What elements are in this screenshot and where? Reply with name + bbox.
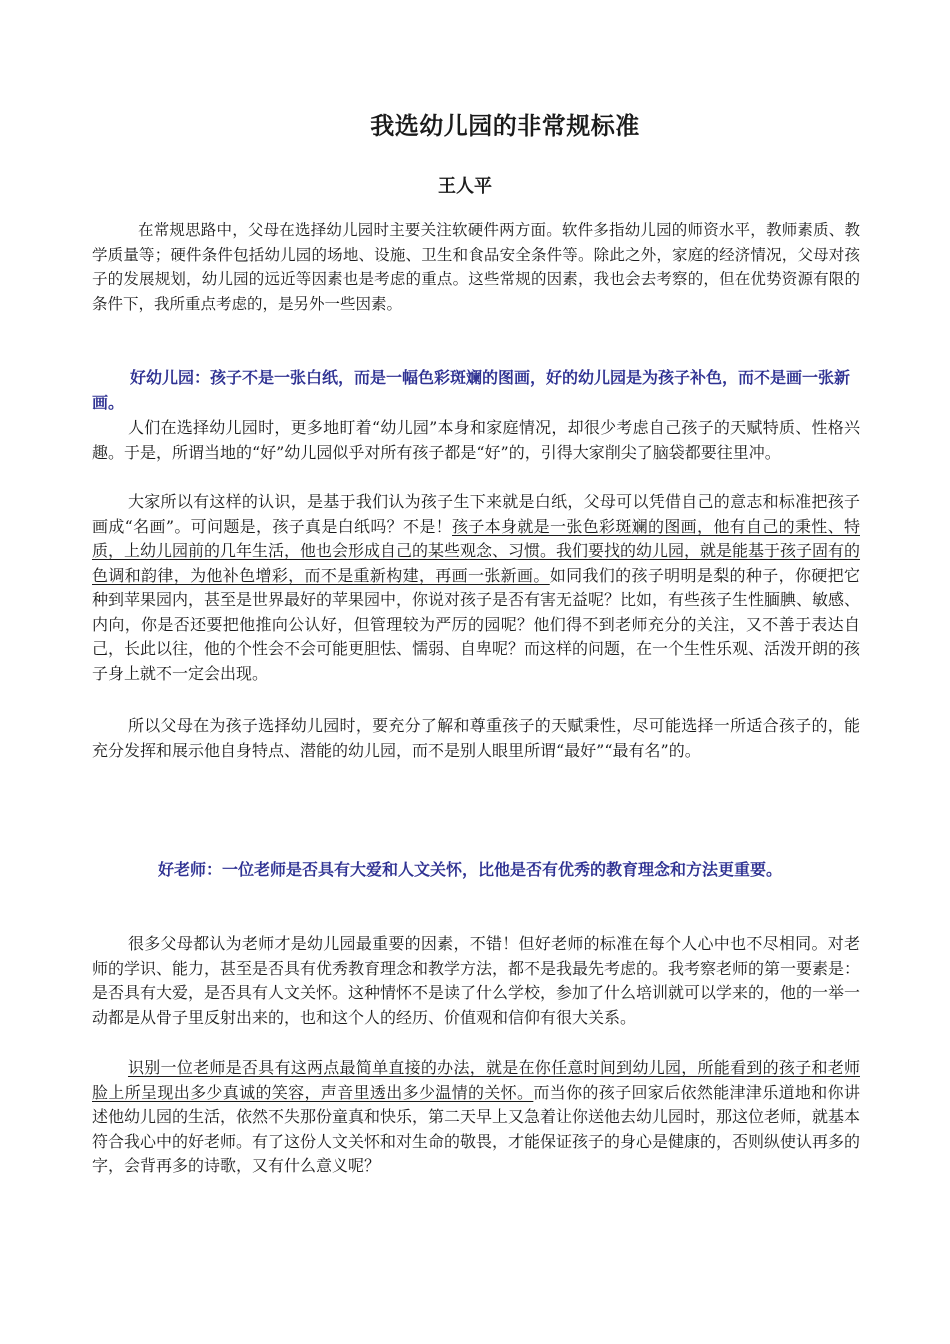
section1-heading: 好幼儿园：孩子不是一张白纸，而是一幅色彩斑斓的图画，好的幼儿园是为孩子补色，而不是画一张新画。 bbox=[92, 368, 851, 412]
document-author: 王人平 bbox=[438, 176, 492, 197]
section2-paragraph-2-end: 而当你的孩子回家后依然能津津乐道地和你讲述他幼儿园的生活，依然不失那份童真和快乐，第二天早上又急着让你送他去幼儿园时，那这位老师，就基本符合我心中的好老师。有了这份人文关怀和对生命的敬畏，才能保证孩子的身心是健康的，否则纵使认再多的字，会背再多的诗歌，又有什么意义呢？ bbox=[92, 1082, 861, 1175]
section1-paragraph-3: 所以父母在为孩子选择幼儿园时，要充分了解和尊重孩子的天赋秉性，尽可能选择一所适合孩子的，能充分发挥和展示他自身特点、潜能的幼儿园，而不是别人眼里所谓“最好”“最有名”的。 bbox=[92, 716, 860, 760]
section1-paragraph-1: 人们在选择幼儿园时，更多地盯着“幼儿园”本身和家庭情况，却很少考虑自己孩子的天赋特质、性格兴趣。于是，所谓当地的“好”幼儿园似乎对所有孩子都是“好”的，引得大家削尖了脑袋都要往里冲。 bbox=[92, 418, 860, 462]
section2-heading: 好老师：一位老师是否具有大爱和人文关怀，比他是否有优秀的教育理念和方法更重要。 bbox=[158, 860, 783, 879]
section1-paragraph-2 bbox=[92, 490, 860, 686]
intro-paragraph: 在常规思路中，父母在选择幼儿园时主要关注软硬件两方面。软件多指幼儿园的师资水平，教师素质、教学质量等；硬件条件包括幼儿园的场地、设施、卫生和食品安全条件等。除此之外，家庭的经济情况，父母对孩子的发展规划，幼儿园的远近等因素也是考虑的重点。这些常规的因素，我也会去考察的，但在优势资源有限的条件下，我所重点考虑的，是另外一些因素。 bbox=[92, 221, 860, 313]
section1-paragraph-2-underlined: 孩子本身就是一张色彩斑斓的图画，他有自己的秉性、特质，上幼儿园前的几年生活，他也会形成自己的某些观念、习惯。我们要找的幼儿园，就是能基于孩子固有的色调和韵律，为他补色增彩，而不是重新构建，再画一张新画。 bbox=[92, 516, 861, 585]
section1-paragraph-2-start: 大家所以有这样的认识，是基于我们认为孩子生下来就是白纸，父母可以凭借自己的意志和标准把孩子画成“名画”。可问题是，孩子真是白纸吗？不是！ bbox=[92, 492, 860, 536]
section2-paragraph-2-underlined: 识别一位老师是否具有这两点最简单直接的办法，就是在你任意时间到幼儿园，所能看到的孩子和老师脸上所呈现出多少真诚的笑容，声音里透出多少温情的关怀。 bbox=[92, 1058, 860, 1102]
section1-paragraph-2-end: 如同我们的孩子明明是梨的种子，你硬把它种到苹果园内，甚至是世界最好的苹果园中，你说对孩子是否有害无益呢？比如，有些孩子生性腼腆、敏感、内向，你是否还要把他推向公认好，但管理较为严厉的园呢？他们得不到老师充分的关注，又不善于表达自己，长此以往，他的个性会不会可能更胆怯、懦弱、自卑呢？而这样的问题，在一个生性乐观、活泼开朗的孩子身上就不一定会出现。 bbox=[92, 565, 861, 683]
document-title: 我选幼儿园的非常规标准 bbox=[370, 112, 640, 140]
section2-paragraph-2 bbox=[92, 1056, 860, 1179]
section2-paragraph-1: 很多父母都认为老师才是幼儿园最重要的因素，不错！但好老师的标准在每个人心中也不尽相同。对老师的学识、能力，甚至是否具有优秀教育理念和教学方法，都不是我最先考虑的。我考察老师的第一要素是：是否具有大爱，是否具有人文关怀。这种情怀不是读了什么学校，参加了什么培训就可以学来的，他的一举一动都是从骨子里反射出来的，也和这个人的经历、价值观和信仰有很大关系。 bbox=[92, 934, 861, 1027]
